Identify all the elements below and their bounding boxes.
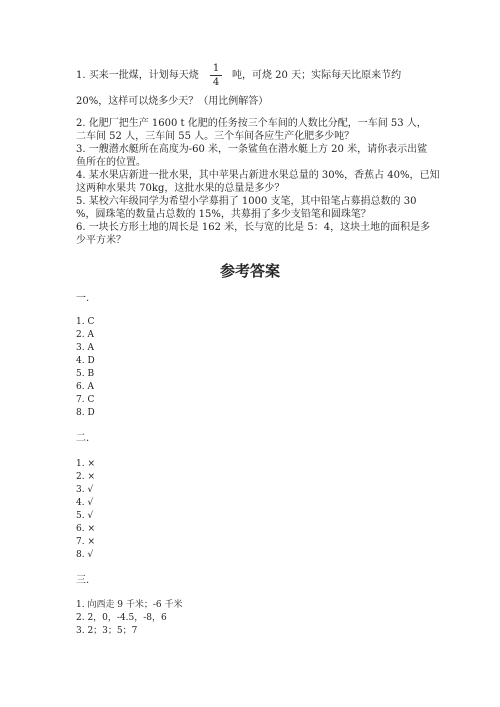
answers-title: 参考答案 — [219, 262, 280, 280]
section-1-answer: 5. B — [76, 369, 95, 379]
problem-4-line-1: 4. 某水果店新进一批水果，其中苹果占新进水果总量的 30%，香蕉占 40%，已知 — [76, 170, 440, 181]
problem-2-line-1: 2. 化肥厂把生产 1600 t 化肥的任务按三个车间的人数比分配，一车间 53 人， — [76, 118, 427, 129]
problem-6-line-1: 6. 一块长方形土地的周长是 162 米，长与宽的比是 5：4，这块土地的面积是多 — [76, 222, 431, 233]
problem-5-line-2: %，圆珠笔的数量占总数的 15%，共募捐了多少支铅笔和圆珠笔？ — [76, 209, 371, 220]
section-1-answer: 7. C — [76, 395, 95, 405]
section-2-answer: 2. × — [76, 472, 95, 482]
fraction-bar — [210, 75, 222, 76]
problem-1-text-a: 1. 买来一批煤，计划每天烧 — [76, 70, 199, 81]
problem-3-line-1: 3. 一艘潜水艇所在高度为-60 米，一条鲨鱼在潜水艇上方 20 米，请你表示出鲨 — [76, 144, 428, 155]
section-1-answer: 1. C — [76, 317, 95, 327]
problem-1-text-b: 吨，可烧 20 天；实际每天比原来节约 — [232, 70, 402, 81]
section-1-answer: 4. D — [76, 356, 95, 366]
section-3-answer: 1. 向西走 9 千米；-6 千米 — [76, 600, 183, 610]
problem-6-line-2: 少平方米？ — [76, 235, 126, 246]
section-1-answer: 2. A — [76, 330, 94, 340]
section-1-heading: 一. — [76, 293, 90, 304]
fraction-numerator: 1 — [212, 63, 220, 74]
section-1-answer: 6. A — [76, 382, 94, 392]
section-2-answer: 3. √ — [76, 485, 94, 495]
problem-5-line-1: 5. 某校六年级同学为希望小学募捐了 1000 支笔，其中铅笔占募捐总数的 30 — [76, 196, 417, 207]
problem-1-line-2: 20%，这样可以烧多少天？（用比例解答） — [76, 96, 269, 107]
section-2-heading: 二. — [76, 433, 90, 444]
section-3-heading: 三. — [76, 575, 90, 586]
section-2-answer: 1. × — [76, 459, 95, 469]
section-3-answer: 2. 2，0，-4.5，-8，6 — [76, 613, 167, 623]
section-2-answer: 5. √ — [76, 511, 94, 521]
problem-2-line-2: 二车间 52 人，三车间 55 人。三个车间各应生产化肥多少吨？ — [76, 131, 355, 142]
section-3-answer: 3. 2；3；5；7 — [76, 626, 138, 636]
fraction-one-quarter — [210, 63, 222, 88]
section-2-answer: 4. √ — [76, 498, 94, 508]
problem-4-line-2: 这两种水果共 70kg，这批水果的总量是多少？ — [76, 183, 285, 194]
section-1-answer: 3. A — [76, 343, 94, 353]
fraction-denominator: 4 — [212, 77, 220, 88]
section-2-answer: 7. × — [76, 537, 95, 547]
section-2-answer: 8. √ — [76, 550, 94, 560]
section-1-answer: 8. D — [76, 408, 95, 418]
problem-3-line-2: 鱼所在的位置。 — [76, 157, 146, 168]
section-2-answer: 6. × — [76, 524, 95, 534]
